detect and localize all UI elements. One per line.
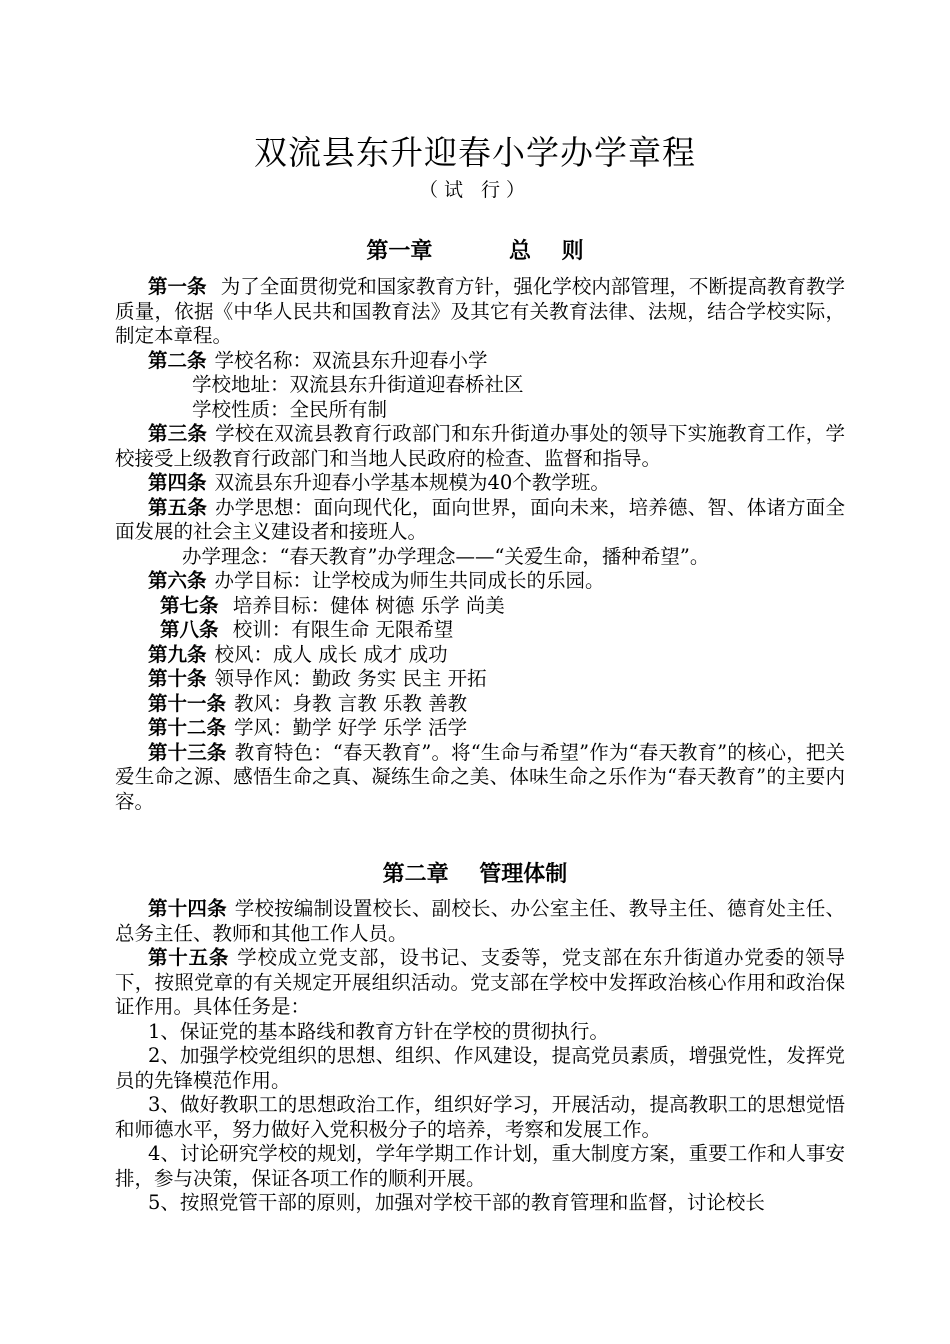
list-item xyxy=(115,1142,845,1191)
article-label: 第十四条 xyxy=(148,897,227,920)
article-15 xyxy=(115,946,845,1020)
article-label: 第四条 xyxy=(148,471,207,494)
article-8 xyxy=(115,618,845,643)
article-1 xyxy=(115,275,845,349)
article-10 xyxy=(115,667,845,692)
article-label: 第三条 xyxy=(148,422,208,445)
article-text: 5、按照党管干部的原则，加强对学校干部的教育管理和监督，讨论校长 xyxy=(148,1191,765,1214)
article-5 xyxy=(115,496,845,545)
article-label: 第十条 xyxy=(148,667,207,690)
article-13 xyxy=(115,741,845,815)
article-text: 学风：勤学 好学 乐学 活学 xyxy=(234,716,468,739)
document-subtitle: （试 行） xyxy=(418,179,532,201)
article-text: 学校按编制设置校长、副校长、办公室主任、教导主任、德育处主任、总务主任、教师和其他工作人员。 xyxy=(115,897,845,945)
document-title: 双流县东升迎春小学办学章程 xyxy=(254,133,696,172)
article-text: 2、加强学校党组织的思想、组织、作风建设，提高党员素质，增强党性，发挥党员的先锋模范作用。 xyxy=(115,1044,845,1092)
article-label: 第七条 xyxy=(160,593,219,617)
article-text: 校风：成人 成长 成才 成功 xyxy=(214,642,448,666)
article-label: 第十五条 xyxy=(148,946,230,969)
article-text: 学校性质：全民所有制 xyxy=(192,397,388,421)
article-label: 第十一条 xyxy=(148,691,227,715)
article-3 xyxy=(115,422,845,471)
article-label: 第十三条 xyxy=(148,740,227,764)
article-text: 学校地址：双流县东升街道迎春桥社区 xyxy=(192,373,524,396)
article-text: 学校在双流县教育行政部门和东升街道办事处的领导下实施教育工作，学校接受上级教育行政部门和当地人民政府的检查、监督和指导。 xyxy=(115,422,845,470)
article-text: 为了全面贯彻党和国家教育方针，强化学校内部管理，不断提高教育教学质量，依据《中华人民共和国教育法》及其它有关教育法律、法规，结合学校实际，制定本章程。 xyxy=(115,275,845,347)
article-label: 第九条 xyxy=(148,642,207,666)
article-7 xyxy=(115,594,845,619)
article-text: 3、做好教职工的思想政治工作，组织好学习，开展活动，提高教职工的思想觉悟和师德水平，努力做好入党积极分子的培养，考察和发展工作。 xyxy=(115,1093,845,1141)
article-label: 第五条 xyxy=(148,495,208,519)
article-text: 4、讨论研究学校的规划，学年学期工作计划，重大制度方案，重要工作和人事安排，参与决策，保证各项工作的顺利开展。 xyxy=(115,1142,845,1190)
chapter-1-body xyxy=(115,275,845,814)
article-text: 双流县东升迎春小学基本规模为40个教学班。 xyxy=(214,471,610,494)
list-item xyxy=(115,1044,845,1093)
chapter-1-heading: 第一章 总 则 xyxy=(366,239,584,264)
article-text: 教风：身教 言教 乐教 善教 xyxy=(234,691,468,715)
article-6 xyxy=(115,569,845,594)
article-4 xyxy=(115,471,845,496)
article-label: 第六条 xyxy=(148,569,207,592)
article-text: 学校名称：双流县东升迎春小学 xyxy=(214,348,488,372)
list-item xyxy=(115,1020,845,1045)
article-text: 培养目标：健体 树德 乐学 尚美 xyxy=(226,593,505,617)
article-text: 领导作风：勤政 务实 民主 开拓 xyxy=(214,667,487,690)
chapter-2-body xyxy=(115,897,845,1216)
article-9 xyxy=(115,643,845,668)
list-item xyxy=(115,1093,845,1142)
article-12 xyxy=(115,716,845,741)
article-5-concept xyxy=(115,545,845,570)
list-item xyxy=(115,1191,845,1216)
article-11 xyxy=(115,692,845,717)
article-text: 办学目标：让学校成为师生共同成长的乐园。 xyxy=(214,569,605,592)
chapter-2-heading: 第二章 管理体制 xyxy=(382,862,568,887)
article-label: 第一条 xyxy=(148,275,207,298)
article-text: 1、保证党的基本路线和教育方针在学校的贯彻执行。 xyxy=(148,1019,609,1043)
article-label: 第十二条 xyxy=(148,716,227,739)
article-2-nature xyxy=(115,398,845,423)
article-label: 第八条 xyxy=(160,618,219,641)
article-text: 校训：有限生命 无限希望 xyxy=(226,618,454,641)
article-14 xyxy=(115,897,845,946)
article-label: 第二条 xyxy=(148,348,207,372)
article-text: 办学理念：“春天教育”办学理念——“关爱生命，播种希望”。 xyxy=(182,544,710,568)
article-text: 学校成立党支部，设书记、支委等，党支部在东升街道办党委的领导下，按照党章的有关规定开展组织活动。党支部在学校中发挥政治核心作用和政治保证作用。具体任务是： xyxy=(115,946,845,1018)
article-text: 办学思想：面向现代化，面向世界，面向未来，培养德、智、体诸方面全面发展的社会主义建设者和接班人。 xyxy=(115,495,845,543)
article-text: 教育特色：“春天教育”。将“生命与希望”作为“春天教育”的核心，把关爱生命之源、感悟生命之真、凝练生命之美、体味生命之乐作为“春天教育”的主要内容。 xyxy=(115,740,845,813)
article-2-address xyxy=(115,373,845,398)
article-2 xyxy=(115,349,845,374)
